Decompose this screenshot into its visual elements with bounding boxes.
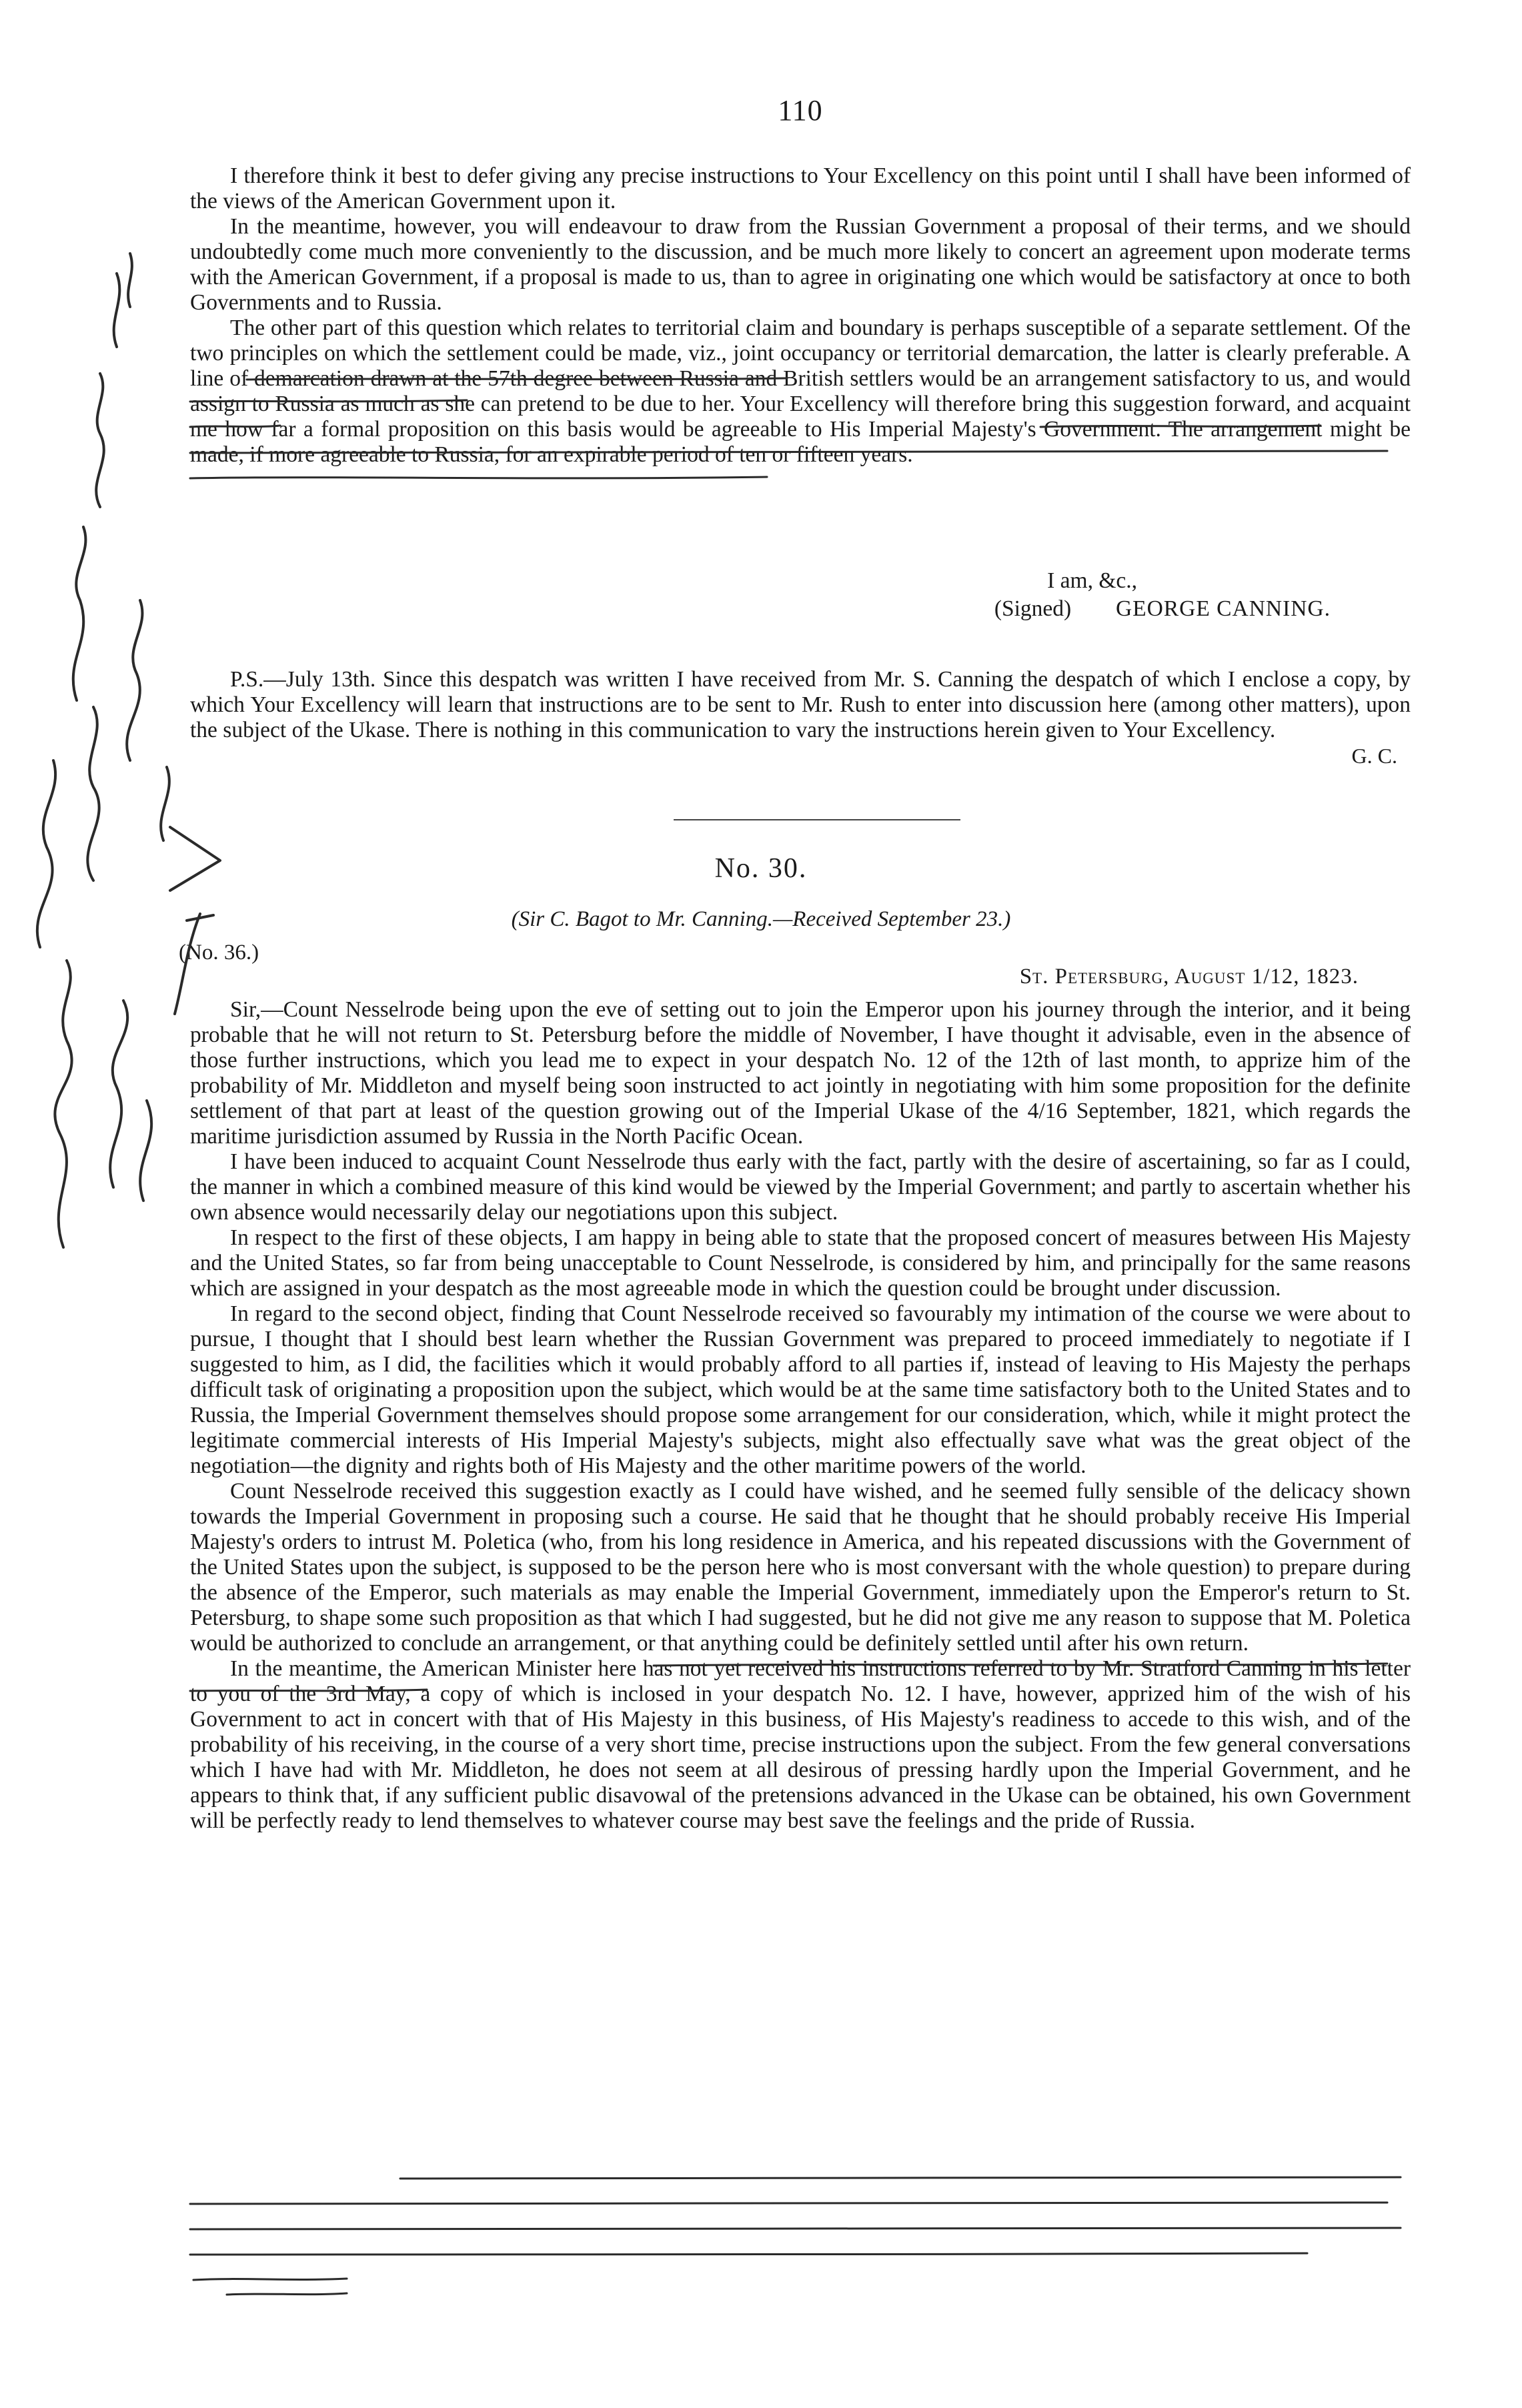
signature-block [190,567,1411,623]
paragraph: In the meantime, the American Minister here has not yet received his instructions referred to by Mr. Stratford Canning in his letter to you of the 3rd May, a copy of which is inclosed in your despatch No. 12. I have, however, apprized him of the wish of his Government to act in concert with that of His Majesty in this business, of His Majesty's readiness to accede to this wish, and of the probability of his receiving, in the course of a very short time, precise instructions upon the subject. From the few general conversations which I have had with Mr. Middleton, he does not seem at all desirous of pressing hardly upon the Imperial Government, and he appears to think that, if any sufficient public disavowal of the pretensions advanced in the Ukase can be obtained, his own Government will be perfectly ready to lend themselves to whatever course may best save the feelings and the pride of Russia. [190,1656,1411,1833]
correspondence-heading: (Sir C. Bagot to Mr. Canning.—Received September 23.) [511,907,1011,931]
signature-line [190,595,1411,623]
paragraph: The other part of this question which relates to territorial claim and boundary is perhaps susceptible of a separate settlement. Of the two principles on which the settlement could be made, viz., joint occupancy or territorial demarcation, the latter is clearly preferable. A line of demarcation drawn at the 57th degree between Russia and British settlers would be an arrangement satisfactory to us, and would assign to Russia as much as she can pretend to be due to her. Your Excellency will therefore bring this suggestion forward, and acquaint me how far a formal proposition on this basis would be agreeable to His Imperial Majesty's Government. The arrangement might be made, if more agreeable to Russia, for an expirable period of ten or fifteen years. [190,316,1411,467]
section-divider [674,819,960,820]
despatch-number: (No. 36.) [179,941,259,965]
postscript-text: P.S.—July 13th. Since this despatch was written I have received from Mr. S. Canning the despatch of which I enclose a copy, by which Your Excellency will learn that instructions are to be sent to Mr. Rush to enter into discussion here (among other matters), upon the subject of the Ukase. There is nothing in this communication to vary the instructions herein given to Your Excellency. [190,667,1411,742]
postscript-initials: G. C. [1351,744,1397,768]
paragraph: Count Nesselrode received this suggestion exactly as I could have wished, and he seemed fully sensible of the delicacy shown towards the Imperial Government in proposing such a course. He said that he thought that he should probably receive His Imperial Majesty's orders to intrust M. Poletica (who, from his long residence in America, and his repeated discussions with the Government of the United States upon the subject, is supposed to be the person here who is most conversant with the whole question) to prepare during the absence of the Emperor, such materials as may enable the Imperial Government, immediately upon the Emperor's return to St. Petersburg, to shape some such proposition as that which I had suggested, but he did not give me any reason to suppose that M. Poletica would be authorized to conclude an arrangement, or that anything could be definitely settled until after his own return. [190,1479,1411,1656]
paragraph: In regard to the second object, finding that Count Nesselrode received so favourably my intimation of the course we were about to pursue, I thought that I should best learn whether the Russian Government was prepared to proceed immediately to negotiate if I suggested to him, as I did, the facilities which it would probably afford to all parties if, instead of leaving to His Majesty the perhaps difficult task of originating a proposition upon the subject, which would be at the same time satisfactory both to the United States and to Russia, the Imperial Government themselves should propose some arrangement for our consideration, which, while it might protect the legitimate commercial interests of His Imperial Majesty's subjects, might also effectually save what was the great object of the negotiation—the dignity and rights both of His Majesty and the other maritime powers of the world. [190,1301,1411,1478]
paragraph: In respect to the first of these objects, I am happy in being able to state that the proposed concert of measures between His Majesty and the United States, so far from being unacceptable to Count Nesselrode, is considered by him, and principally for the same reasons which are assigned in your despatch as the most agreeable mode in which the question could be brought under discussion. [190,1225,1411,1301]
signer-name: GEORGE CANNING. [1115,596,1331,621]
salutation: I am, &c., [1047,568,1137,593]
paragraph: Sir,—Count Nesselrode being upon the eve of setting out to join the Emperor upon his journey through the interior, and it being probable that he will not return to St. Petersburg before the middle of November, I have thought it advisable, even in the absence of those further instructions, which you lead me to expect in your despatch No. 12 of the 12th of last month, to apprize him of the probability of Mr. Middleton and myself being soon instructed to act jointly in negotiating with him some proposition for the definite settlement of that part at least of the question growing out of the Imperial Ukase of the 4/16 September, 1821, which regards the maritime jurisdiction assumed by Russia in the North Pacific Ocean. [190,997,1411,1149]
despatch-continuation [190,163,1411,468]
despatch-body [190,997,1411,1834]
place-and-date: St. Petersburg, August 1/12, 1823. [1019,965,1359,989]
paragraph: In the meantime, however, you will endeavour to draw from the Russian Government a proposal of their terms, and we should undoubtedly come much more conveniently to the discussion, and be much more likely to concert an agreement upon moderate terms with the American Government, if a proposal is made to us, than to agree in originating one which would be satisfactory at once to both Governments and to Russia. [190,214,1411,315]
signed-label: (Signed) [994,596,1072,621]
page-number: 110 [778,94,823,127]
paragraph: I have been induced to acquaint Count Nesselrode thus early with the fact, partly with the desire of ascertaining, so far as I could, the manner in which a combined measure of this kind would be viewed by the Imperial Government; and partly to ascertain whether his own absence would necessarily delay our negotiations upon this subject. [190,1149,1411,1225]
paragraph: I therefore think it best to defer giving any precise instructions to Your Excellency on this point until I shall have been informed of the views of the American Government upon it. [190,163,1411,213]
document-number: No. 30. [714,853,808,884]
postscript [190,667,1411,768]
